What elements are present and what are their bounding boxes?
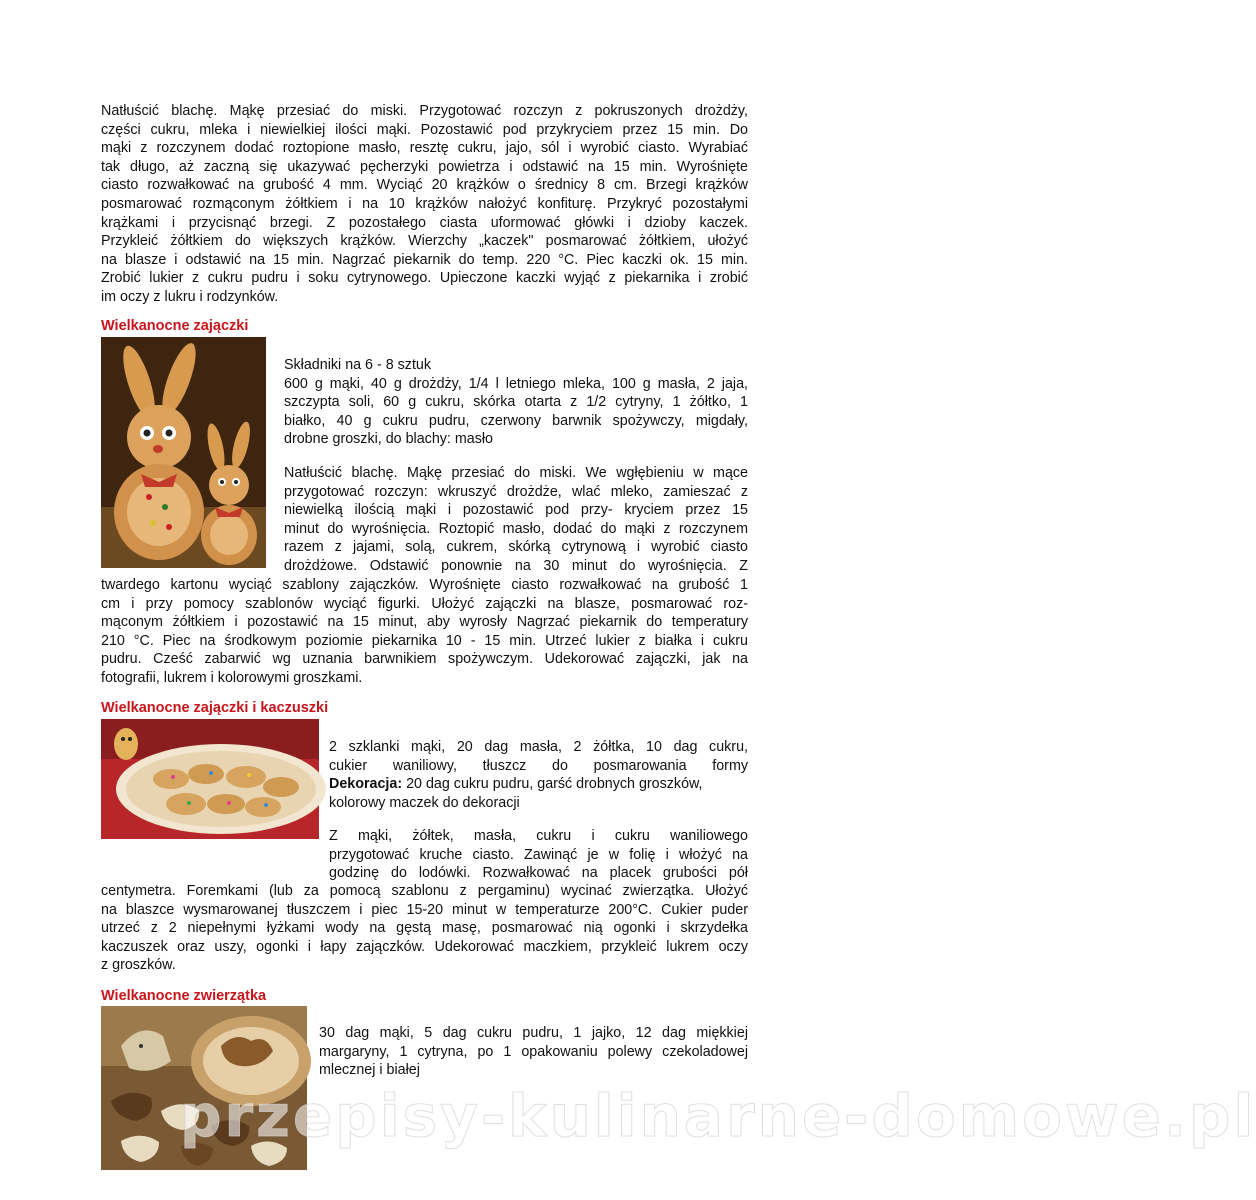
text-line: niewielką ilością mąki i pozostawić pod przy- kryciem przez 15 [284,502,748,519]
text-line: Zrobić lukier z cukru pudru i soku cytrynowego. Upieczone kaczki wyjąć z piekarnika i zrobić [101,270,748,287]
decoration-label: Dekoracja: [329,776,403,793]
text-line: drożdżowe. Odstawić ponownie na 30 minut do wyrośnięcia. Z [284,557,748,574]
text-line: na blaszce wysmarowanej tłuszczem i piec 15-20 minut w temperaturze 200°C. Cukier puder [101,901,748,918]
recipe1-method-side [284,464,748,576]
text-line: centymetra. Foremkami (lub za pomocą szablonu z pergaminu) wycinać zwierzątka. Ułożyć [101,883,748,899]
recipe3-ingredients [319,1024,748,1080]
text-line: posmarować rozmąconym żółtkiem i na 10 krążków nałożyć konfiturę. Przykryć pozostałymi [101,195,748,212]
recipe2-method-full [101,882,748,975]
recipe2-ingredients [329,738,748,812]
text-line: mlecznej i białej [319,1062,420,1079]
text-line: ciasto rozwałkować na grubość 4 mm. Wyciąć 20 krążków o średnicy 8 cm. Brzegi krążków [101,177,748,194]
text-line: szczypta soli, 60 g cukru, skórka otarta z 1/2 cytryny, 1 żółtko, 1 [284,394,748,411]
text-line: fotografii, lukrem i kolorowymi groszkami. [101,669,363,686]
recipe-heading: Wielkanocne zajączki [101,318,249,334]
text-line: razem z jajami, solą, cukrem, skórką cytrynową i wyrobić ciasto [284,539,748,556]
text-line: na blasze i odstawić na 15 min. Nagrzać piekarnik do temp. 220 °C. Piec kaczki ok. 15 min. [101,251,748,268]
text-line: przygotować kruche ciasto. Zawinąć je w folię i włożyć na [329,846,748,863]
text-line: z groszków. [101,957,176,974]
recipe-heading: Wielkanocne zajączki i kaczuszki [101,700,329,716]
text-line: Z mąki, żółtek, masła, cukru i cukru waniliowego [329,828,748,844]
text-line: cukier waniliowy, tłuszcz do posmarowania formy [329,757,748,774]
text-line: margaryny, 1 cytryna, po 1 opakowaniu polewy czekoladowej [319,1043,748,1060]
photo-bunny-and-duckling-cookies [101,719,319,839]
text-line: utrzeć z 2 niepełnymi łyżkami wody na gęstą masę, posmarować nią ogonki i skrzydełka [101,920,748,937]
decoration-text: 20 dag cukru pudru, garść drobnych groszków, [402,776,703,793]
text-line: tak długo, aż zaczną się ukazywać pęcherzyki powietrza i odstawić na 15 min. Wyrośnięte [101,158,748,175]
text-line: Przykleić żółtkiem do większych krążków. Wierzchy „kaczek" posmarować żółtkiem, ułożyć [101,233,748,250]
text-line: 600 g mąki, 40 g drożdży, 1/4 l letniego mleka, 100 g masła, 2 jaja, [284,375,748,392]
photo-easter-bunny-cookies [101,337,266,568]
recipe2-method-side [329,827,748,883]
text-line: mąki z rozczynem dodać roztopione masło, resztę cukru, jajo, sól i wyrobić ciasto. Wyrabiać [101,140,748,157]
text-line: minut do wyrośnięcia. Roztopić masło, dodać do mąki z rozczynem [284,520,748,537]
text-line: cm i przy pomocy szablonów wyciąć figurki. Ułożyć zajączki na blasze, posmarować roz- [101,595,748,612]
text-line: twardego kartonu wyciąć szablony zajączków. Wyrośnięte ciasto rozwałkować na grubość 1 [101,577,748,593]
text-line: pudru. Cześć zabarwić wg uznania barwnikiem spożywczym. Udekorować zajączki, jak na [101,651,748,668]
recipe1-method-full [101,576,748,688]
text-line: im oczy z lukru i rodzynków. [101,288,279,305]
text-line: 2 szklanki mąki, 20 dag masła, 2 żółtka, 10 dag cukru, [329,739,748,755]
text-line: części cukru, mleka i niewielkiej ilości mąki. Pozostawić pod przykryciem przez 15 min. Do [101,121,748,138]
recipe1-ingredients [284,356,748,449]
text-line: Natłuścić blachę. Mąkę przesiać do miski. We wgłębieniu w mące [284,465,748,481]
text-line: Natłuścić blachę. Mąkę przesiać do miski. Przygotować rozczyn z pokruszonych drożdży, [101,103,748,119]
text-line: mąconym żółtkiem i pozostawić na 15 minut, aby wyrosły Nagrzać piekarnik do temperatury [101,614,748,631]
text-line: drobne groszki, do blachy: masło [284,431,494,448]
text-line: przygotować rozczyn: wkruszyć drożdże, wlać mleko, zamieszać z [284,483,748,500]
text-line: krążkami i przycisnąć brzegi. Z pozostałego ciasta uformować główki i dzioby kaczek. [101,214,748,231]
watermark: przepisy-kulinarne-domowe.pl [180,1082,1256,1150]
text-line: kolorowy maczek do dekoracji [329,794,520,811]
text-line: kaczuszek oraz uszy, ogonki i łapy zajączków. Udekorować maczkiem, przykleić lukrem oczy [101,938,748,955]
recipe-heading: Wielkanocne zwierzątka [101,988,267,1004]
text-line: 210 °C. Piec na środkowym poziomie piekarnika 10 - 15 min. Utrzeć lukier z białka i cukru [101,632,748,649]
decoration-line [329,775,748,794]
text-line: Składniki na 6 - 8 sztuk [284,357,432,373]
text-line: 30 dag mąki, 5 dag cukru pudru, 1 jajko, 12 dag miękkiej [319,1025,748,1041]
intro-paragraph [101,102,748,307]
text-line: białko, 40 g cukru pudru, czerwony barwnik spożywczy, migdały, [284,412,748,429]
text-line: godzinę do lodówki. Rozwałkować na placek grubości pół [329,865,748,882]
